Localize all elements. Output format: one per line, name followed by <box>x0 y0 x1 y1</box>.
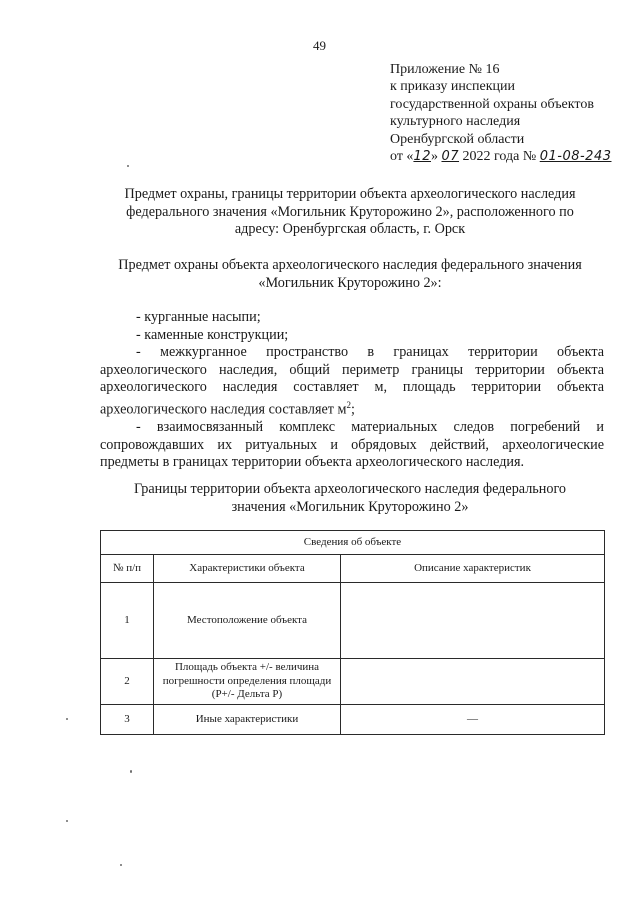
table-header-row <box>101 555 605 583</box>
area-superscript: 2 <box>346 399 351 410</box>
table-cell-name: Местоположение объекта <box>154 583 341 659</box>
borders-heading-line: значения «Могильник Круторожино 2» <box>231 498 469 515</box>
area-end: ; <box>351 401 355 418</box>
table-cell-name: Иные характеристики <box>154 705 341 735</box>
table-cell-desc <box>341 583 605 659</box>
list-item-line: археологического наследия, общий периметр границы территории объекта <box>100 361 604 378</box>
date-separator: » <box>430 149 442 165</box>
appendix-region: Оренбургской области <box>390 131 525 147</box>
protection-heading <box>90 257 610 292</box>
main-heading-line: Предмет охраны, границы территории объекта археологического наследия <box>124 186 576 202</box>
appendix-heritage: культурного наследия <box>390 114 521 130</box>
appendix-inspection-name: государственной охраны объектов <box>390 96 594 112</box>
table-cell-desc: — <box>341 705 605 735</box>
borders-heading <box>90 481 610 516</box>
table-caption-row <box>101 531 605 555</box>
appendix-order-ref: к приказу инспекции <box>390 79 516 95</box>
appendix-title: Приложение № 16 <box>390 62 500 77</box>
table-cell-num: 1 <box>101 583 154 659</box>
list-item: - курганные насыпи; <box>136 309 261 325</box>
protection-items <box>100 309 604 472</box>
scan-speck <box>127 165 129 167</box>
table-cell-num: 2 <box>101 659 154 705</box>
main-heading-line: федерального значения «Могильник Круторожино 2», расположенного по <box>126 203 574 220</box>
list-item-line: предметы в границах территории объекта археологического наследия. <box>100 454 525 471</box>
table-row <box>101 705 605 735</box>
object-info-table <box>100 530 605 735</box>
date-prefix: от « <box>390 149 414 165</box>
date-year: 2022 года № <box>459 149 540 165</box>
table-header-cell: Характеристики объекта <box>154 555 341 583</box>
table-cell-num: 3 <box>101 705 154 735</box>
list-item-line: сопровождавших их ритуальных и обрядовых действий, археологические <box>100 436 604 453</box>
list-item-line: - межкурганное пространство в границах территории объекта <box>136 344 604 361</box>
borders-heading-line: Границы территории объекта археологического наследия федерального <box>133 481 567 497</box>
table-header-cell: № п/п <box>101 555 154 583</box>
list-item <box>100 344 604 419</box>
main-heading-line: адресу: Оренбургская область, г. Орск <box>234 221 466 238</box>
scan-speck <box>120 864 122 866</box>
table-row <box>101 659 605 705</box>
main-heading <box>90 186 610 239</box>
appendix-date-line <box>390 148 612 165</box>
scan-speck <box>66 718 68 720</box>
area-text: археологического наследия составляет м <box>100 401 347 418</box>
appendix-block <box>390 61 612 165</box>
order-number-handwritten: 01-08-243 <box>539 149 612 165</box>
table-caption: Сведения об объекте <box>101 531 605 555</box>
date-month-handwritten: 07 <box>441 149 460 165</box>
scan-speck <box>66 820 68 822</box>
table-cell-desc <box>341 659 605 705</box>
list-item-line: археологического наследия составляет м, площадь территории объекта <box>100 379 604 396</box>
date-day-handwritten: 12 <box>413 149 431 165</box>
table-header-cell: Описание характеристик <box>341 555 605 583</box>
scan-speck <box>130 770 132 773</box>
table-row <box>101 583 605 659</box>
protection-heading-line: Предмет охраны объекта археологического наследия федерального значения <box>118 257 582 273</box>
table-cell-name: Площадь объекта +/- величина погрешности определения площади (P+/- Дельта P) <box>154 659 341 705</box>
protection-heading-line: «Могильник Круторожино 2»: <box>258 274 442 291</box>
list-item: - каменные конструкции; <box>136 326 289 343</box>
list-item <box>100 419 604 472</box>
list-item-line: - взаимосвязанный комплекс материальных следов погребений и <box>136 419 604 436</box>
page-number: 49 <box>313 38 326 53</box>
list-item-line <box>100 397 604 419</box>
